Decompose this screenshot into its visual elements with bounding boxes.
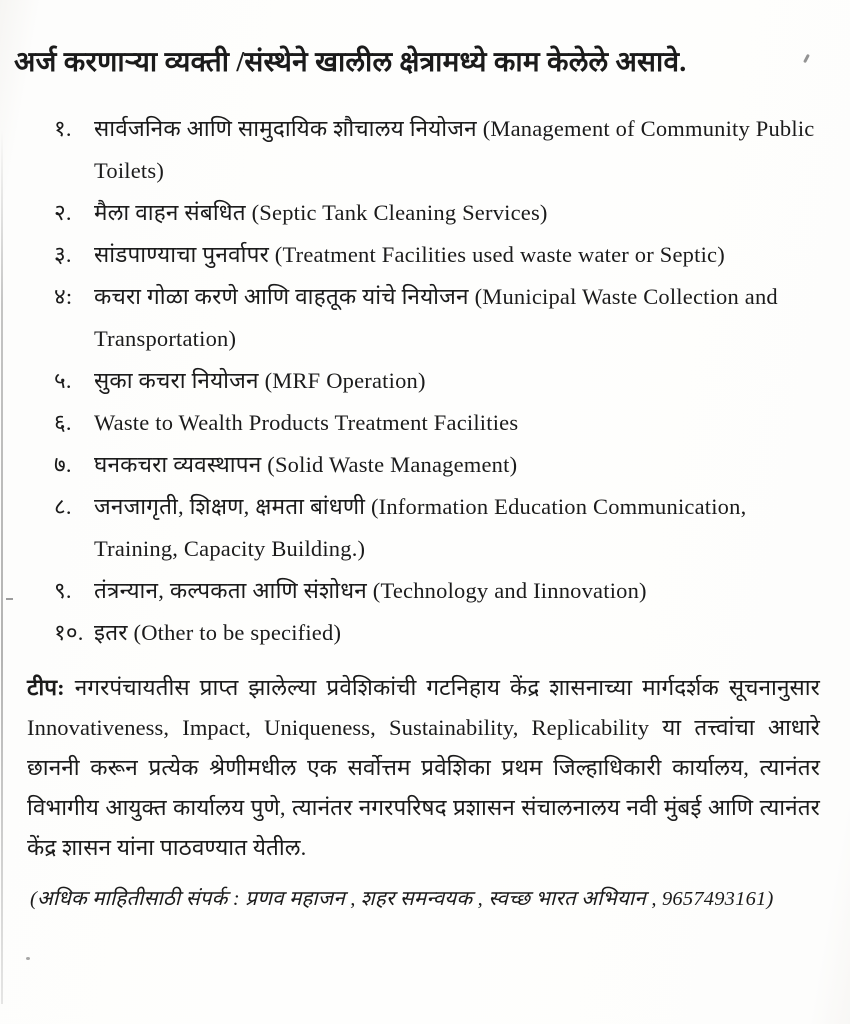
list-item-7 — [54, 444, 816, 486]
item-text: इतर (Other to be specified) — [94, 620, 342, 645]
item-number: १. — [54, 116, 72, 141]
work-areas-list — [0, 108, 850, 654]
list-item-4 — [54, 276, 816, 360]
list-item-2 — [54, 192, 816, 234]
list-item-3 — [54, 234, 816, 276]
contact-footer: (अधिक माहितीसाठी संपर्क : प्रणव महाजन , शहर समन्वयक , स्वच्छ भारत अभियान , 9657493161) — [30, 888, 774, 910]
item-number: ६. — [54, 410, 72, 435]
item-text: जनजागृती, शिक्षण, क्षमता बांधणी (Information Education Communication, Training, Capacity Building.) — [94, 494, 747, 561]
scan-artifact-bottom-dot — [26, 957, 30, 960]
item-number: २. — [54, 200, 72, 225]
item-text: सुका कचरा नियोजन (MRF Operation) — [94, 368, 426, 393]
item-text: सार्वजनिक आणि सामुदायिक शौचालय नियोजन (Management of Community Public Toilets) — [94, 116, 815, 183]
item-text: घनकचरा व्यवस्थापन (Solid Waste Management) — [94, 452, 518, 477]
list-item-10 — [54, 612, 816, 654]
item-number: ९. — [54, 578, 72, 603]
item-text: सांडपाण्याचा पुनर्वापर (Treatment Facilities used waste water or Septic) — [94, 242, 725, 267]
item-text: मैला वाहन संबधित (Septic Tank Cleaning Services) — [94, 200, 548, 225]
list-item-1 — [54, 108, 816, 192]
note-paragraph — [27, 668, 820, 868]
item-number: ३. — [54, 242, 72, 267]
list-item-8 — [54, 486, 816, 570]
page-title: अर्ज करणाऱ्या व्यक्ती /संस्थेने खालील क्षेत्रामध्ये काम केलेले असावे. — [14, 47, 687, 78]
item-number: ७. — [54, 452, 72, 477]
note-label: टीप: — [27, 675, 65, 700]
list-item-6 — [54, 402, 816, 444]
item-number: १०. — [54, 620, 84, 645]
item-text: Waste to Wealth Products Treatment Facilities — [94, 410, 519, 435]
note-text: नगरपंचायतीस प्राप्त झालेल्या प्रवेशिकांची गटनिहाय केंद्र शासनाच्या मार्गदर्शक सूचनानुसार Innovativeness, Impact, Uniqueness, Sustainability, Replicability या तत्त्वांचा आधारे छाननी करून प्रत्येक श्रेणीमधील एक सर्वोत्तम प्रवेशिका प्रथम जिल्हाधिकारी कार्यालय, त्यानंतर विभागीय आयुक्त कार्यालय पुणे, त्यानंतर नगरपरिषद प्रशासन संचालनालय नवी मुंबई आणि त्यानंतर केंद्र शासन यांना पाठवण्यात येतील. — [27, 675, 820, 860]
item-text: तंत्रन्यान, कल्पकता आणि संशोधन (Technology and Iinnovation) — [94, 578, 647, 603]
list-item-9 — [54, 570, 816, 612]
list-item-5 — [54, 360, 816, 402]
item-text: कचरा गोळा करणे आणि वाहतूक यांचे नियोजन (Municipal Waste Collection and Transportation) — [94, 284, 778, 351]
item-number: ४: — [54, 284, 73, 309]
item-number: ८. — [54, 494, 72, 519]
item-number: ५. — [54, 368, 72, 393]
